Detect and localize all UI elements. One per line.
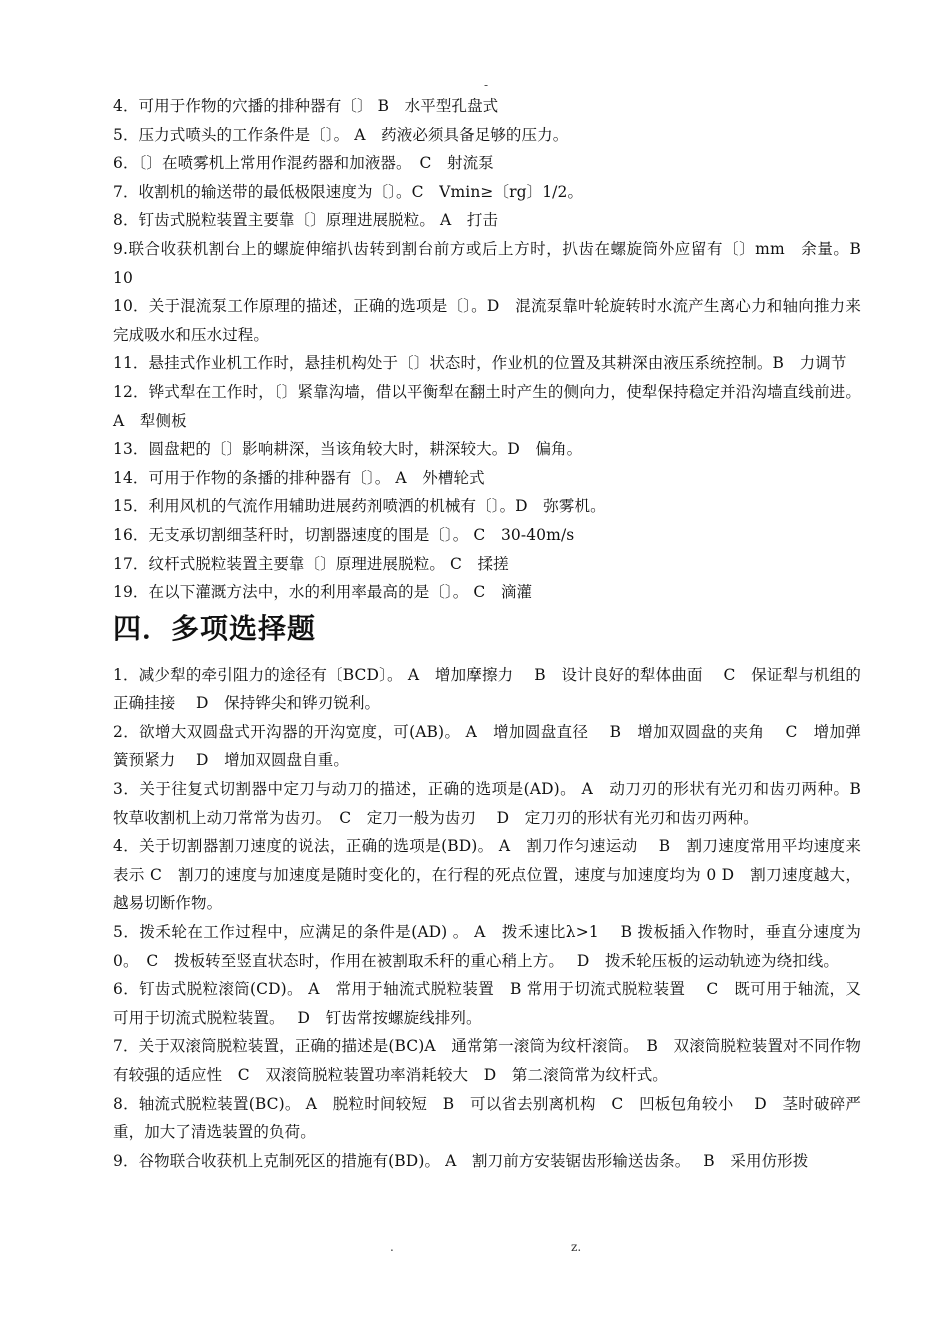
question-item: 5．压力式喷头的工作条件是〔〕。 A 药液必须具备足够的压力。 — [113, 125, 569, 144]
question-item: 14．可用于作物的条播的排种器有〔〕。 A 外槽轮式 — [113, 468, 485, 487]
question-item: 1．减少犁的牵引阻力的途径有〔BCD〕。 A 增加摩擦力 B 设计良好的犁体曲面 C 保证犁与机组的正确挂接 D 保持铧尖和铧刃锐利。 — [113, 665, 861, 713]
single-choice-list — [113, 92, 877, 607]
question-item: 10．关于混流泵工作原理的描述，正确的选项是〔〕。D 混流泵靠叶轮旋转时水流产生离心力和轴向推力来完成吸水和压水过程。 — [113, 297, 861, 344]
section-title: 四．多项选择题 — [113, 611, 317, 645]
header-mark: - — [483, 78, 489, 92]
page-footer — [0, 1240, 950, 1256]
question-item: 9.联合收获机割台上的螺旋伸缩扒齿转到割台前方或后上方时，扒齿在螺旋筒外应留有〔〕mm 余量。B 10 — [113, 239, 877, 287]
question-item: 16．无支承切割细茎秆时，切割器速度的围是〔〕。 C 30-40m/s — [113, 525, 575, 544]
question-item: 4．关于切割器割刀速度的说法，正确的选项是(BD)。 A 割刀作匀速运动 B 割刀速度常用平均速度来表示 C 割刀的速度与加速度是随时变化的，在行程的死点位置，速度与加速度均为 0 D 割刀速度越大，越易切断作物。 — [113, 837, 861, 913]
question-item: 7．收割机的输送带的最低极限速度为〔〕。C Vmin≥〔rg〕1/2。 — [113, 182, 584, 201]
question-item: 11．悬挂式作业机工作时，悬挂机构处于〔〕状态时，作业机的位置及其耕深由液压系统控制。B 力调节 — [113, 354, 847, 373]
question-item: 2．欲增大双圆盘式开沟器的开沟宽度，可(AB)。 A 增加圆盘直径 B 增加双圆盘的夹角 C 增加弹簧预紧力 D 增加双圆盘自重。 — [113, 722, 861, 770]
footer-right-mark: z. — [571, 1240, 582, 1254]
question-item: 17．纹杆式脱粒装置主要靠〔〕原理进展脱粒。 C 揉搓 — [113, 554, 509, 573]
question-item: 5．拨禾轮在工作过程中，应满足的条件是(AD) 。 A 拨禾速比λ>1 B 拨板插入作物时，垂直分速度为 0。 C 拨板转至竖直状态时，作用在被割取禾秆的重心稍上方。 D 拨禾轮压板的运动轨迹为绕扣线。 — [113, 923, 861, 970]
question-item: 8．钉齿式脱粒装置主要靠〔〕原理进展脱粒。 A 打击 — [113, 211, 499, 230]
question-item: 15．利用风机的气流作用辅助进展药剂喷洒的机械有〔〕。D 弥雾机。 — [113, 497, 606, 516]
question-item: 6．钉齿式脱粒滚筒(CD)。 A 常用于轴流式脱粒装置 B 常用于切流式脱粒装置 C 既可用于轴流，又可用于切流式脱粒装置。 D 钉齿常按螺旋线排列。 — [113, 980, 861, 1027]
document-body — [113, 92, 877, 1175]
multiple-choice-list — [113, 661, 861, 1176]
question-item: 4．可用于作物的穴播的排种器有〔〕 B 水平型孔盘式 — [113, 97, 499, 115]
question-item: 8．轴流式脱粒装置(BC)。 A 脱粒时间较短 B 可以省去别离机构 C 凹板包角较小 D 茎时破碎严重，加大了清选装置的负荷。 — [113, 1094, 861, 1142]
question-item: 9．谷物联合收获机上克制死区的措施有(BD)。 A 割刀前方安装锯齿形输送齿条。 B 采用仿形拨 — [113, 1151, 809, 1170]
question-item: 6．〔〕在喷雾机上常用作混药器和加液器。 C 射流泵 — [113, 154, 494, 173]
question-item: 13．圆盘耙的〔〕影响耕深，当该角较大时，耕深较大。D 偏角。 — [113, 440, 583, 459]
question-item: 7．关于双滚筒脱粒装置，正确的描述是(BC)A 通常第一滚筒为纹杆滚筒。 B 双滚筒脱粒装置对不同作物有较强的适应性 C 双滚筒脱粒装置功率消耗较大 D 第二滚筒常为纹杆式。 — [113, 1037, 861, 1084]
question-item: 19．在以下灌溉方法中，水的利用率最高的是〔〕。 C 滴灌 — [113, 583, 533, 602]
question-item: 3．关于往复式切割器中定刀与动刀的描述，正确的选项是(AD)。 A 动刀刃的形状有光刃和齿刃两种。B 牧草收割机上动刀常常为齿刃。 C 定刀一般为齿刃 D 定刀刃的形状有光刃和齿刃两种。 — [113, 780, 861, 827]
footer-left-mark: . — [390, 1240, 394, 1254]
question-item: 12．铧式犁在工作时，〔〕紧靠沟墙，借以平衡犁在翻土时产生的侧向力，使犁保持稳定并沿沟墙直线前进。 A 犁侧板 — [113, 382, 861, 430]
